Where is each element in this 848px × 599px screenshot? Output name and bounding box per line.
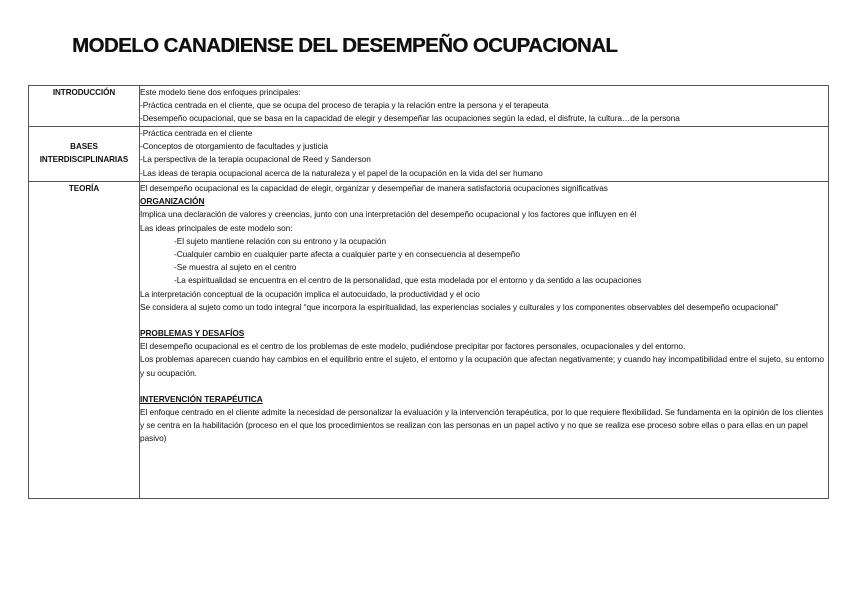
table-row-introduccion	[29, 86, 829, 127]
organizacion-item: -La espiritualidad se encuentra en el centro de la personalidad, que esta modelada por el entorno y da sentido a las ocupaciones	[174, 275, 642, 286]
problemas-paragraph: El desempeño ocupacional es el centro de los problemas de este modelo, pudiéndose precipitar por factores personales, ocupacionales y del entorno.	[140, 341, 686, 352]
row-label-bases	[29, 127, 140, 182]
row-content-teoria	[140, 182, 829, 499]
problemas-paragraph: Los problemas aparecen cuando hay cambios en el equilibrio entre el sujeto, el entorno y la ocupación que afectan negativamente; y cuando hay incompatibilidad entre el sujeto, su entorno y su ocupación.	[140, 354, 824, 378]
bases-line: -Práctica centrada en el cliente	[140, 128, 253, 138]
organizacion-paragraph: La interpretación conceptual de la ocupación implica el autocuidado, la productividad y el ocio	[140, 288, 480, 299]
bases-line: -Las ideas de terapia ocupacional acerca de la naturaleza y el papel de la ocupación en la vida del ser humano	[140, 167, 543, 178]
organizacion-heading: ORGANIZACIÓN	[140, 196, 205, 207]
table-row-teoria	[29, 182, 829, 499]
page-title: MODELO CANADIENSE DEL DESEMPEÑO OCUPACIONAL	[72, 34, 618, 57]
intro-line: -Práctica centrada en el cliente, que se ocupa del proceso de terapia y la relación entre la persona y el terapeuta	[140, 100, 549, 111]
problemas-heading: PROBLEMAS Y DESAFÍOS	[140, 328, 245, 339]
organizacion-item: -Se muestra al sujeto en el centro	[174, 262, 297, 273]
bases-label-line2: INTERDISCIPLINARIAS	[39, 155, 129, 164]
bases-label-line1: BASES	[70, 142, 98, 151]
row-label-introduccion: INTRODUCCIÓN	[29, 86, 140, 127]
row-label-teoria: TEORÍA	[29, 182, 140, 499]
teoria-intro: El desempeño ocupacional es la capacidad de elegir, organizar y desempeñar de manera satisfactoria ocupaciones significativas	[140, 183, 608, 193]
intro-line: Este modelo tiene dos enfoques principales:	[140, 87, 301, 97]
organizacion-item: -Cualquier cambio en cualquier parte afecta a cualquier parte y en consecuencia al desempeño	[174, 249, 520, 260]
bases-line: -La perspectiva de la terapia ocupacional de Reed y Sanderson	[140, 154, 371, 165]
organizacion-paragraph: Las ideas principales de este modelo son:	[140, 222, 293, 233]
organizacion-paragraph: Implica una declaración de valores y creencias, junto con una interpretación del desempeño ocupacional y los factores que influyen en él	[140, 209, 637, 220]
row-content-introduccion	[140, 86, 829, 127]
organizacion-item: -El sujeto mantiene relación con su entrono y la ocupación	[174, 235, 387, 246]
table-row-bases	[29, 127, 829, 182]
model-table	[28, 85, 829, 499]
intervencion-heading: INTERVENCIÓN TERAPÉUTICA	[140, 393, 263, 404]
row-content-bases	[140, 127, 829, 182]
intro-line: -Desempeño ocupacional, que se basa en la capacidad de elegir y desempeñar las ocupaciones según la edad, el disfrute, la cultura…de la persona	[140, 113, 680, 124]
intervencion-paragraph: El enfoque centrado en el cliente admite la necesidad de personalizar la evaluación y la intervención terapéutica, por lo que requiere flexibilidad. Se fundamenta en la opinión de los clientes y se centra en la habilitación (proceso en el que los procedimientos se realizan con las personas en un papel activo y no que se realiza ese proceso sobre ellas o para ellas en un papel pasivo)	[140, 407, 824, 444]
organizacion-paragraph: Se considera al sujeto como un todo integral “que incorpora la espiritualidad, las experiencias sociales y culturales y los componentes observables del desempeño ocupacional”	[140, 301, 779, 312]
bases-line: -Conceptos de otorgamiento de facultades y justicia	[140, 141, 328, 152]
